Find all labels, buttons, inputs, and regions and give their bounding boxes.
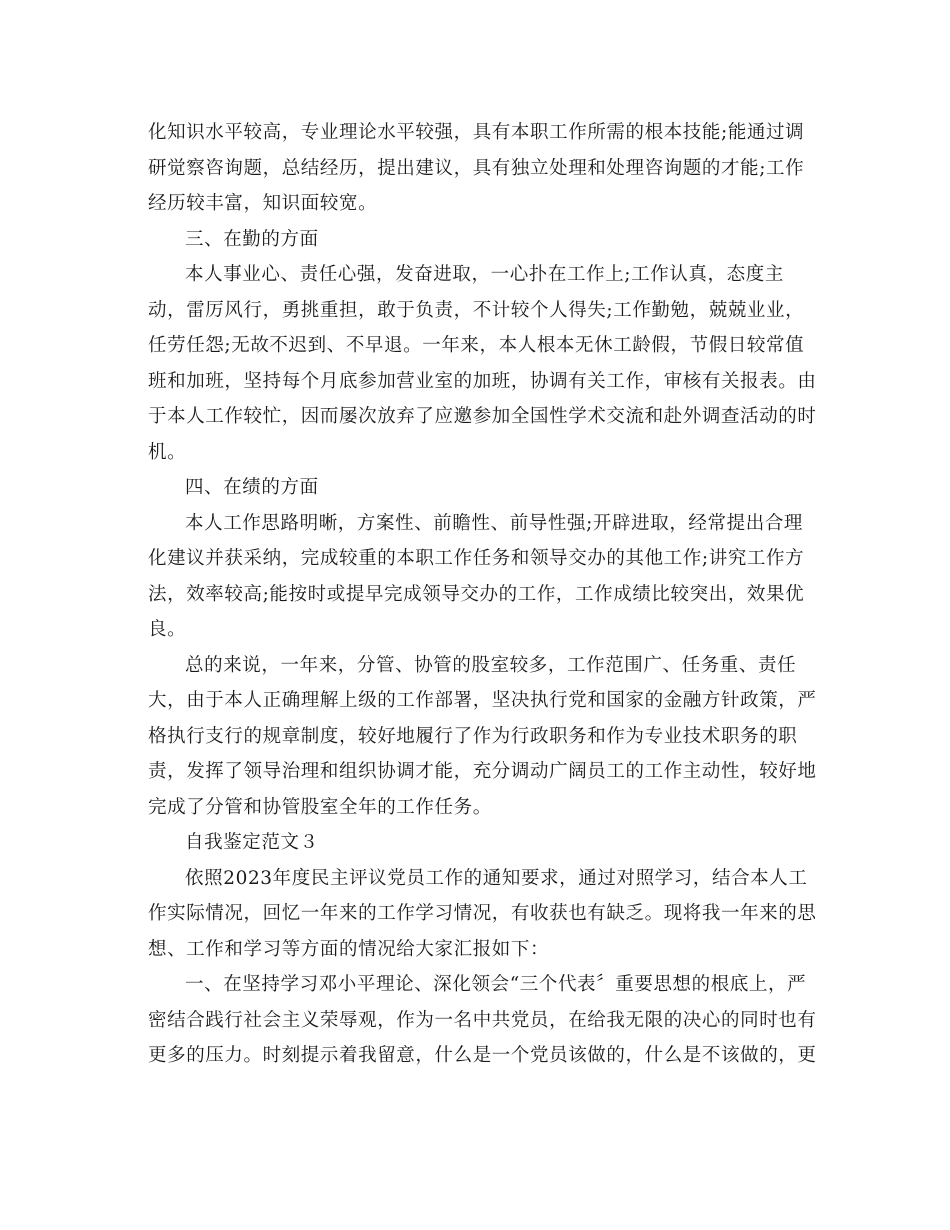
text-line: 于本人工作较忙，因而屡次放弃了应邀参加全国性学术交流和赴外调查活动的时 <box>148 406 817 427</box>
text-line: 大，由于本人正确理解上级的工作部署，坚决执行党和国家的金融方针政策，严 <box>148 690 817 711</box>
text-line: 更多的压力。时刻提示着我留意，什么是一个党员该做的，什么是不该做的，更 <box>148 1045 817 1066</box>
text-line: 班和加班，坚持每个月底参加营业室的加班，协调有关工作，审核有关报表。由 <box>148 370 817 392</box>
text-line: 依照2023年度民主评议党员工作的通知要求，通过对照学习，结合本人工 <box>185 867 808 889</box>
text-line: 良。 <box>148 619 187 640</box>
text-line: 格执行支行的规章制度，较好地履行了作为行政职务和作为专业技术职务的职 <box>148 725 798 747</box>
text-line: 研觉察咨询题，总结经历，提出建议，具有独立处理和处理咨询题的才能;工作 <box>148 157 805 179</box>
text-line: 责，发挥了领导治理和组织协调才能，充分调动广阔员工的工作主动性，较好地 <box>148 761 817 782</box>
text-line: 动，雷厉风行，勇挑重担，敢于负责，不计较个人得失;工作勤勉，兢兢业业， <box>148 299 805 321</box>
text-line: 本人工作思路明晰，方案性、前瞻性、前导性强;开辟进取，经常提出合理 <box>185 512 804 534</box>
text-line: 机。 <box>148 441 187 463</box>
text-line: 化知识水平较高，专业理论水平较强，具有本职工作所需的根本技能;能通过调 <box>148 122 805 143</box>
text-line: 想、工作和学习等方面的情况给大家汇报如下： <box>148 938 550 960</box>
text-line: 任劳任怨;无故不迟到、不早退。一年来，本人根本无休工龄假，节假日较常值 <box>148 335 805 356</box>
text-line: 作实际情况，回忆一年来的工作学习情况，有收获也有缺乏。现将我一年来的思 <box>148 903 817 924</box>
text-line: 总的来说，一年来，分管、协管的股室较多，工作范围广、任务重、责任 <box>185 654 797 676</box>
text-line: 化建议并获采纳，完成较重的本职工作任务和领导交办的其他工作;讲究工作方 <box>148 548 805 569</box>
text-line: 三、在勤的方面 <box>185 228 319 250</box>
document-body <box>148 115 817 1074</box>
text-line: 自我鉴定范文３ <box>185 832 319 853</box>
text-line: 一、在坚持学习邓小平理论、深化领会“三个代表〞重要思想的根底上，严 <box>185 974 807 995</box>
text-line: 四、在绩的方面 <box>185 477 319 498</box>
text-line: 本人事业心、责任心强，发奋进取，一心扑在工作上;工作认真，态度主 <box>185 264 784 285</box>
text-line: 完成了分管和协管股室全年的工作任务。 <box>148 796 492 818</box>
text-line: 经历较丰富，知识面较宽。 <box>148 193 378 214</box>
text-line: 法，效率较高;能按时或提早完成领导交办的工作，工作成绩比较突出，效果优 <box>148 583 805 605</box>
text-line: 密结合践行社会主义荣辱观，作为一名中共党员，在给我无限的决心的同时也有 <box>148 1009 817 1031</box>
